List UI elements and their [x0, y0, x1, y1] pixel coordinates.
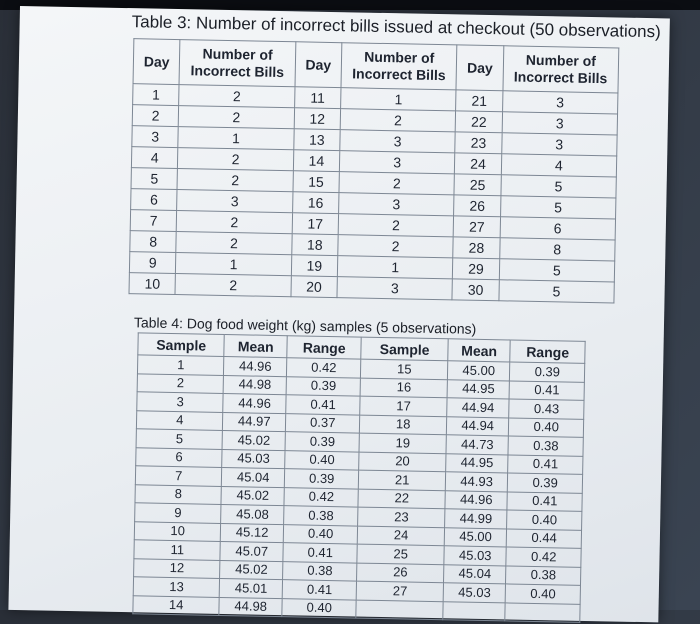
table4-cell: 44.73	[446, 435, 509, 455]
table3-cell: 12	[294, 108, 341, 130]
table4-cell: 15	[361, 359, 448, 379]
table3-cell: 3	[132, 126, 179, 148]
table4-dog-food-weights	[132, 332, 585, 623]
table4-cell: 0.37	[285, 413, 360, 433]
table3-cell: 1	[337, 256, 453, 279]
table4-header-cell: Range	[287, 336, 362, 359]
table3-cell: 3	[502, 91, 618, 114]
table3-cell: 17	[292, 213, 339, 235]
table3-cell: 5	[499, 259, 615, 282]
table4-cell: 44.93	[445, 472, 508, 492]
table3-cell: 8	[499, 238, 615, 261]
table4-cell: 44.94	[447, 398, 510, 418]
table4-cell: 0.39	[285, 432, 360, 452]
table4-header-cell: Sample	[361, 337, 448, 361]
table3-cell: 26	[454, 195, 501, 217]
table4-cell: 45.03	[222, 449, 285, 469]
table4-cell: 45.01	[220, 578, 283, 598]
table3-cell: 2	[176, 232, 292, 255]
table4-cell: 4	[136, 410, 223, 430]
table3-header-cell: Day	[295, 42, 342, 88]
table4-cell: 45.02	[220, 560, 283, 580]
table4-cell: 3	[137, 392, 224, 412]
table3-cell: 22	[455, 111, 502, 133]
table4-cell: 0.38	[283, 561, 358, 581]
table4-cell: 44.96	[224, 356, 287, 376]
table4-header-cell: Sample	[138, 333, 225, 357]
table4-cell: 0.42	[506, 547, 581, 567]
table4-cell: 45.02	[221, 486, 284, 506]
table4-cell: 18	[360, 415, 447, 435]
table3-cell: 3	[339, 193, 455, 216]
table4-cell: 0.39	[508, 473, 583, 493]
table3-cell: 27	[453, 216, 500, 238]
table3-cell: 20	[291, 276, 338, 298]
table3-cell: 4	[131, 147, 178, 169]
table3-cell: 3	[502, 112, 618, 135]
table4-cell: 1	[137, 355, 224, 375]
table4-cell: 44.98	[224, 375, 287, 395]
table3-cell: 2	[132, 105, 179, 127]
table3-cell: 21	[456, 90, 503, 112]
table3-cell: 2	[178, 148, 294, 171]
table3-cell: 5	[501, 175, 617, 198]
table4-cell	[505, 602, 580, 622]
table3-cell: 18	[291, 234, 338, 256]
table4-cell: 6	[136, 447, 223, 467]
table3-cell: 1	[176, 253, 292, 276]
table3-cell: 2	[338, 235, 454, 258]
table4-cell: 11	[134, 540, 221, 560]
table3-cell: 1	[133, 84, 180, 106]
table4-cell: 0.42	[284, 487, 359, 507]
table4-cell: 0.41	[282, 580, 357, 600]
table4-header-cell: Mean	[224, 334, 287, 357]
table4-cell: 5	[136, 429, 223, 449]
table4-cell: 21	[359, 470, 446, 490]
table3-cell: 1	[341, 88, 457, 111]
table4-cell: 23	[358, 507, 445, 527]
table4-cell: 44.94	[446, 416, 509, 436]
table4-cell: 0.40	[506, 584, 581, 604]
table3-cell: 28	[453, 237, 500, 259]
table3-cell: 5	[500, 196, 616, 219]
table4-cell: 0.38	[284, 506, 359, 526]
table3-header-cell: Day	[133, 39, 180, 85]
table4-cell: 44.96	[223, 393, 286, 413]
table4-cell: 44.99	[444, 509, 507, 529]
table4-cell: 17	[360, 396, 447, 416]
table4-cell: 45.04	[443, 564, 506, 584]
table3-cell: 5	[131, 168, 178, 190]
table4-cell: 0.42	[286, 358, 361, 378]
table3-cell: 2	[177, 211, 293, 234]
table4-cell: 19	[359, 433, 446, 453]
table3-cell: 3	[501, 133, 617, 156]
table3-cell: 7	[130, 210, 177, 232]
table3-cell: 3	[177, 190, 293, 213]
table4-caption: Table 4: Dog food weight (kg) samples (5 observations)	[133, 314, 477, 337]
table4-cell: 45.08	[221, 504, 284, 524]
table4-header-cell: Mean	[448, 339, 511, 362]
table4-cell: 22	[358, 489, 445, 509]
table4-cell: 9	[135, 503, 222, 523]
table3-cell: 29	[453, 258, 500, 280]
table3-header-cell: Number of Incorrect Bills	[179, 40, 295, 87]
table3-cell: 2	[175, 274, 291, 297]
table3-header-cell: Number of Incorrect Bills	[503, 46, 619, 93]
table3-cell: 30	[452, 279, 499, 301]
table3-cell: 13	[293, 129, 340, 151]
table4-cell: 45.03	[443, 583, 506, 603]
table3-cell: 2	[179, 85, 295, 108]
table4-cell: 7	[135, 466, 222, 486]
table3-cell: 1	[178, 127, 294, 150]
table4-cell: 0.44	[507, 528, 582, 548]
table4-cell: 0.39	[286, 376, 361, 396]
table3-caption: Table 3: Number of incorrect bills issued at checkout (50 observations)	[131, 12, 661, 42]
table4-cell: 25	[357, 544, 444, 564]
table4-cell: 0.40	[283, 524, 358, 544]
table4-cell: 0.41	[510, 380, 585, 400]
table3-cell: 3	[337, 277, 453, 300]
table4-cell: 0.43	[509, 399, 584, 419]
table4-cell: 0.38	[506, 565, 581, 585]
table4-cell: 0.40	[285, 450, 360, 470]
table4-cell: 45.03	[444, 546, 507, 566]
table3-cell: 6	[500, 217, 616, 240]
table4-cell: 44.98	[219, 597, 282, 617]
table4-cell: 2	[137, 373, 224, 393]
table4-cell: 44.96	[445, 490, 508, 510]
table3-cell: 2	[340, 109, 456, 132]
table3-cell: 6	[131, 189, 178, 211]
document-page	[8, 6, 669, 622]
table3-cell: 24	[455, 153, 502, 175]
table3-body	[129, 84, 618, 303]
table4-header-cell: Range	[510, 340, 585, 363]
table4-cell: 0.40	[509, 417, 584, 437]
table4-cell: 44.95	[447, 379, 510, 399]
table4-cell: 0.41	[507, 491, 582, 511]
table3-header-cell: Number of Incorrect Bills	[341, 43, 457, 90]
table3-cell: 25	[454, 174, 501, 196]
table4-cell: 45.00	[444, 527, 507, 547]
table4-cell: 13	[133, 577, 220, 597]
table4-cell: 45.00	[447, 361, 510, 381]
table3-cell: 19	[291, 255, 338, 277]
table4-cell: 0.40	[282, 598, 357, 618]
table4-cell: 0.41	[286, 395, 361, 415]
table3-cell: 3	[339, 151, 455, 174]
table4-cell: 0.39	[510, 362, 585, 382]
table3-cell: 8	[130, 231, 177, 253]
table4-cell: 12	[134, 558, 221, 578]
table4-cell	[443, 601, 506, 621]
table4-cell: 45.07	[220, 541, 283, 561]
table3-header-cell: Day	[456, 45, 503, 91]
table4-cell: 0.41	[283, 543, 358, 563]
table3-cell: 2	[179, 106, 295, 129]
table3-cell: 15	[293, 171, 340, 193]
table3-cell: 4	[501, 154, 617, 177]
table4-cell: 45.12	[221, 523, 284, 543]
table3-cell: 14	[293, 150, 340, 172]
table3-cell: 11	[294, 87, 341, 109]
table4-cell: 20	[359, 452, 446, 472]
table3-cell: 9	[129, 252, 176, 274]
table3-cell: 3	[340, 130, 456, 153]
table3-cell: 23	[455, 132, 502, 154]
table4-body	[133, 355, 585, 623]
table4-cell: 0.41	[508, 454, 583, 474]
table4-cell: 0.38	[508, 436, 583, 456]
table4-cell: 26	[357, 563, 444, 583]
table4-cell: 44.95	[446, 453, 509, 473]
table3-cell: 2	[339, 172, 455, 195]
table4-cell: 27	[357, 581, 444, 601]
table4-cell: 0.39	[284, 469, 359, 489]
table3-cell: 16	[292, 192, 339, 214]
table4-cell: 0.40	[507, 510, 582, 530]
table3-cell: 10	[129, 273, 176, 295]
table3-incorrect-bills	[128, 38, 619, 303]
table4-cell: 16	[361, 378, 448, 398]
table4-cell: 10	[134, 521, 221, 541]
table4-cell: 44.97	[223, 412, 286, 432]
table3-cell: 2	[338, 214, 454, 237]
table4-cell: 45.02	[222, 430, 285, 450]
table4-cell: 8	[135, 484, 222, 504]
table4-cell: 24	[358, 526, 445, 546]
table4-cell: 45.04	[222, 467, 285, 487]
table3-cell: 2	[177, 169, 293, 192]
table3-cell: 5	[499, 280, 615, 303]
table4-cell: 14	[133, 595, 220, 615]
